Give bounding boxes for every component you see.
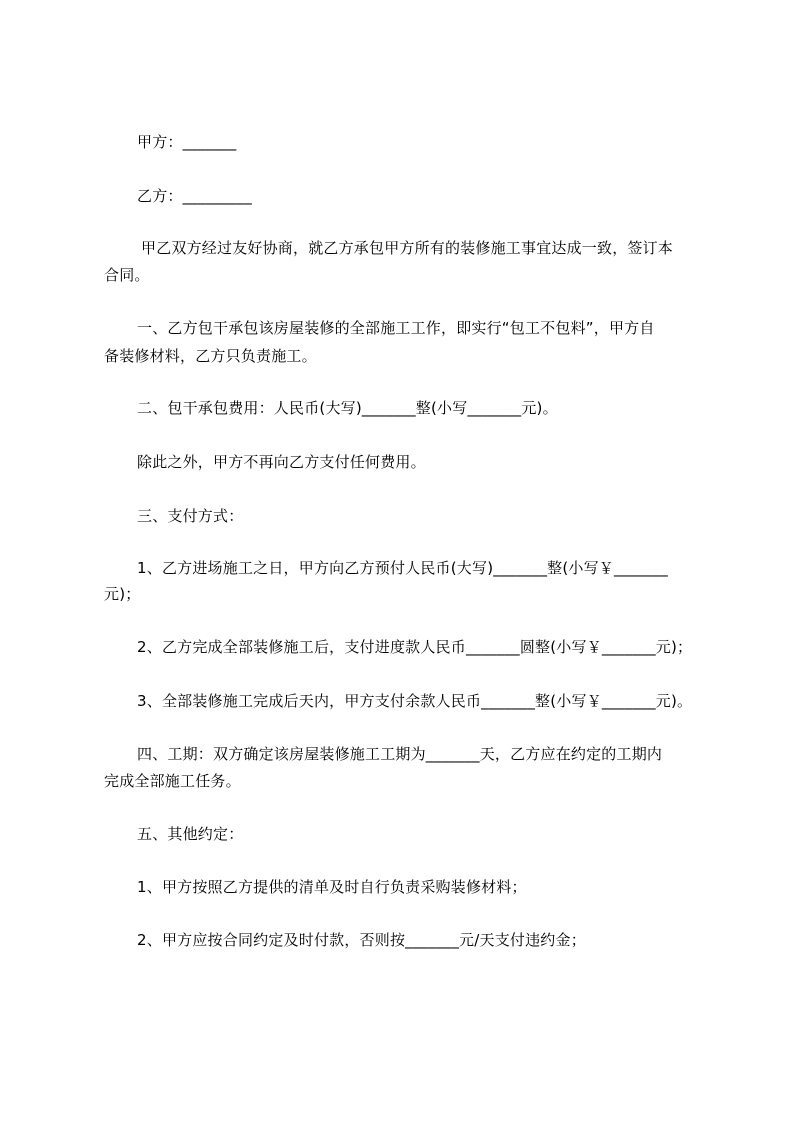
clause-2-extra-line: 除此之外，甲方不再向乙方支付任何费用。 xyxy=(137,453,426,471)
clause-4-line-2: 完成全部施工任务。 xyxy=(104,772,241,790)
clause-5-title: 五、其他约定： xyxy=(137,825,244,843)
clause-3-title: 三、支付方式： xyxy=(137,507,244,525)
clause-1-line-2: 备装修材料，乙方只负责施工。 xyxy=(104,347,317,365)
intro-line-1: 甲乙双方经过友好协商，就乙方承包甲方所有的装修施工事宜达成一致，签订本 xyxy=(141,239,674,257)
payment-1-line-1: 1、乙方进场施工之日，甲方向乙方预付人民币(大写)_______整(小写￥_______ xyxy=(137,559,668,577)
other-2-line: 2、甲方应按合同约定及时付款，否则按_______元/天支付违约金； xyxy=(137,931,586,949)
other-1-line: 1、甲方按照乙方提供的清单及时自行负责采购装修材料； xyxy=(137,878,527,896)
clause-4-line-1: 四、工期：双方确定该房屋装修施工工期为_______天，乙方应在约定的工期内 xyxy=(137,745,663,763)
payment-2-line: 2、乙方完成全部装修施工后，支付进度款人民币_______圆整(小写￥_______元)； xyxy=(137,638,693,656)
clause-1-line-1: 一、乙方包干承包该房屋装修的全部施工工作，即实行“包工不包料”，甲方自 xyxy=(137,319,655,337)
party-b-line: 乙方：_________ xyxy=(137,187,252,205)
payment-1-line-2: 元)； xyxy=(104,585,141,603)
clause-2-line: 二、包干承包费用：人民币(大写)_______整(小写_______元)。 xyxy=(137,399,558,417)
party-a-line: 甲方：_______ xyxy=(137,133,237,151)
payment-3-line: 3、全部装修施工完成后天内，甲方支付余款人民币_______整(小写￥_______元)。 xyxy=(137,692,693,710)
intro-line-2: 合同。 xyxy=(104,266,150,284)
